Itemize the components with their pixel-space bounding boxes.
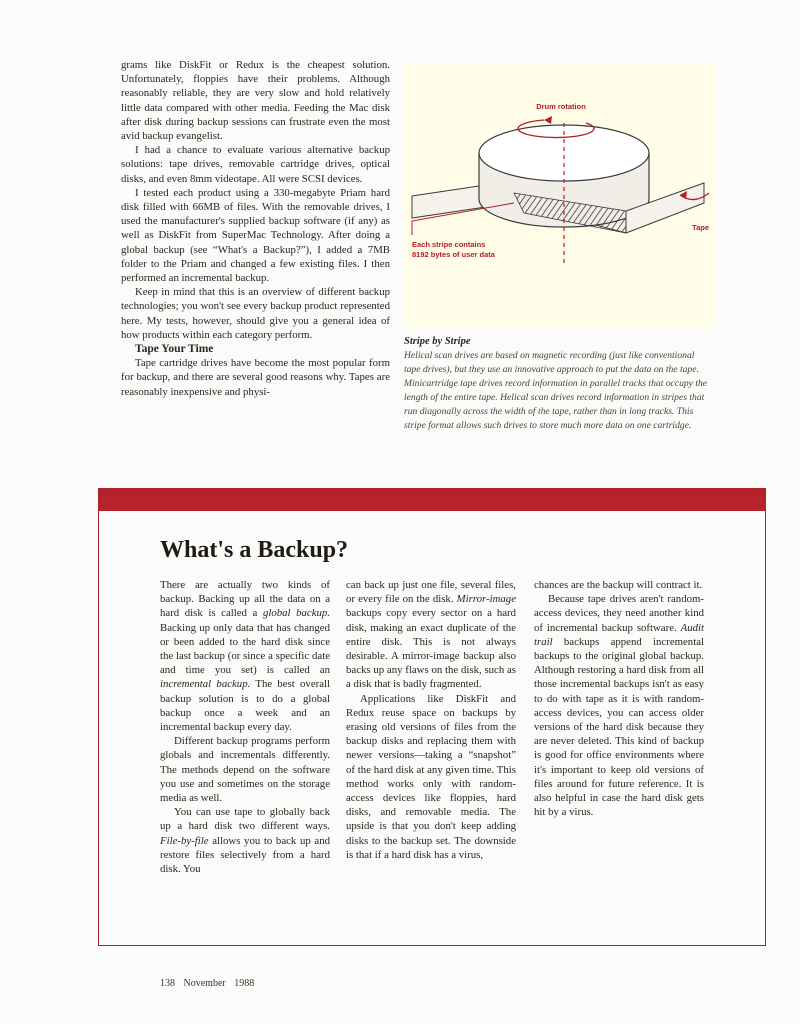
- text-run: There are actually two kinds of backup. Backing up all the data on a hard disk is called a: [160, 579, 330, 620]
- sidebar-box: [98, 488, 766, 946]
- article-paragraph: I had a chance to evaluate various alternative backup solutions: tape drives, removable cartridge drives, optical disks, and even 8mm videotape. All were SCSI devices.: [121, 144, 390, 185]
- sidebar-paragraph: [160, 805, 330, 876]
- drum-illustration: [404, 63, 715, 327]
- page-footer: [160, 978, 254, 989]
- stripe-label-line1: Each stripe contains: [412, 240, 486, 249]
- caption-text: Helical scan drives are based on magnetic recording (just like conventional tape drives), but they use an innovative approach to put the data on the tape. Minicartridge tape drives record information in parallel tracks that occupy the length of the entire tape. Helical scan drives record information in stripes that run diagonally across the width of the tape, rather than in long tracks. This stripe format allows such drives to store much more data on one cartridge.: [404, 350, 708, 431]
- term-incremental-backup: incremental backup.: [160, 678, 251, 691]
- sidebar-paragraph: Applications like DiskFit and Redux reuse space on backups by erasing old versions of files from the backup disks and replacing them with newer versions—taking a “snapshot” of the hard disk at any given time. This method works only with random-access devices like floppies, hard disks, and removable media. The upside is that you don't keep adding disks to the backup set. The downside is that if a hard disk has a virus,: [346, 692, 516, 861]
- text-run: backups copy every sector on a hard disk, making an exact duplicate of the entire disk. This is not always desirable. A mirror-image backup also backs up any flaws on the disk, such as a disk that is badly fragmented.: [346, 607, 516, 691]
- sidebar-paragraph: [160, 578, 330, 734]
- text-run: Backing up only data that has changed or been added to the hard disk since the last backup (or since a specific date and time you set) is called an: [160, 621, 330, 677]
- section-heading: Tape Your Time: [135, 343, 214, 356]
- sidebar-title: What's a Backup?: [160, 537, 349, 563]
- text-run: backups append incremental backups to the original global backup. Although restoring a hard disk from all those incremental backups isn't as easy to do with tape as it is with random-access devices, you can access older versions of the hard disk because they are never deleted. This kind of backup is good for office environments where it's important to keep old versions of files around for future reference. It is also helpful in case the hard disk gets hit by a virus.: [534, 635, 704, 819]
- article-left-column: [121, 58, 390, 399]
- issue-date: November 1988: [183, 978, 255, 989]
- article-paragraph: Keep in mind that this is an overview of different backup technologies; you won't see every backup product represented here. My tests, however, should give you a general idea of how products within each category perform.: [121, 286, 390, 341]
- page-number: 138: [160, 978, 175, 989]
- sidebar-paragraph: [534, 592, 704, 819]
- term-file-by-file: File-by-file: [160, 834, 209, 847]
- sidebar-paragraph: chances are the backup will contract it.: [534, 579, 703, 591]
- text-run: Because tape drives aren't random-access devices, they need another kind of incremental backup software.: [534, 593, 704, 634]
- sidebar-paragraph: Different backup programs perform globals and incrementals differently. The methods depend on the software you use and sometimes on the storage media as well.: [160, 735, 330, 805]
- text-run: The best overall backup solution is to do a global backup once a week and an incremental backup every day.: [160, 678, 330, 734]
- helical-scan-figure: [404, 63, 715, 327]
- text-run: allows you to back up and restore files selectively from a hard disk. You: [160, 834, 330, 876]
- text-run: You can use tape to globally back up a hard disk two different ways.: [160, 806, 330, 833]
- sidebar-column-3: [534, 578, 704, 819]
- tape-label: Tape: [692, 223, 709, 232]
- article-paragraph: grams like DiskFit or Redux is the cheapest solution. Unfortunately, floppies have their problems. Although reasonably reliable, they are very slow and hold relatively little data compared with other media. Feeding the Mac disk after disk during backup sessions can frustrate even the most avid backup evangelist.: [121, 59, 390, 143]
- term-audit-trail: Audit trail: [534, 621, 704, 648]
- sidebar-band: [99, 489, 765, 511]
- article-paragraph: Tape cartridge drives have become the most popular form for backup, and there are several good reasons why. Tapes are reasonably inexpensive and physi-: [121, 357, 390, 398]
- stripe-label-line2: 8192 bytes of user data: [412, 250, 495, 259]
- caption-title: Stripe by Stripe: [404, 336, 471, 347]
- term-global-backup: global backup.: [262, 607, 331, 620]
- sidebar-column-2: [346, 578, 516, 862]
- term-mirror-image: Mirror-image: [456, 593, 516, 606]
- sidebar-paragraph: [346, 578, 516, 692]
- article-paragraph: I tested each product using a 330-megabyte Priam hard disk filled with 66MB of files. With the removable drives, I used the manufacturer's supplied backup software (if any) as well as DiskFit from SuperMac Technology. After doing a global backup (see “What's a Backup?”), I added a 7MB folder to the Priam and changed a few existing files. I then performed an incremental backup.: [121, 186, 390, 285]
- text-run: can back up just one file, several files, or every file on the disk.: [346, 579, 516, 606]
- sidebar-column-1: [160, 578, 330, 876]
- figure-caption: [404, 335, 710, 433]
- drum-rotation-label: Drum rotation: [536, 102, 586, 111]
